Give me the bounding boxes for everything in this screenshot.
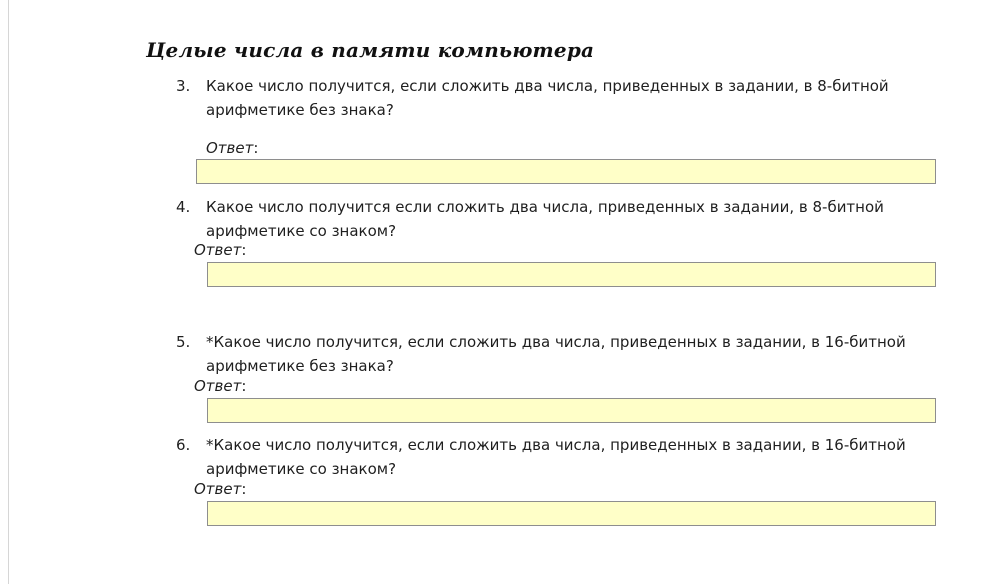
answer-field-3[interactable]	[196, 159, 936, 184]
question-text: *Какое число получится, если сложить два числа, приведенных в задании, в 16-битной арифметике со знаком?	[206, 436, 906, 478]
answer-field-5[interactable]	[207, 398, 936, 423]
answer-field-4[interactable]	[207, 262, 936, 287]
question-number: 5.	[176, 333, 191, 351]
question-text: Какое число получится, если сложить два числа, приведенных в задании, в 8-битной арифметике без знака?	[206, 77, 889, 119]
page-title: Целые числа в памяти компьютера	[146, 38, 595, 62]
question-text: Какое число получится если сложить два числа, приведенных в задании, в 8-битной арифметике со знаком?	[206, 198, 884, 240]
question-number: 3.	[176, 77, 191, 95]
answer-label: Ответ:	[194, 241, 247, 259]
question-text: *Какое число получится, если сложить два числа, приведенных в задании, в 16-битной арифметике без знака?	[206, 333, 906, 375]
answer-field-6[interactable]	[207, 501, 936, 526]
question-number: 6.	[176, 436, 191, 454]
answer-label: Ответ:	[194, 480, 247, 498]
page-left-edge	[8, 0, 9, 584]
answer-label: Ответ:	[206, 139, 259, 157]
question-number: 4.	[176, 198, 191, 216]
answer-label: Ответ:	[194, 377, 247, 395]
